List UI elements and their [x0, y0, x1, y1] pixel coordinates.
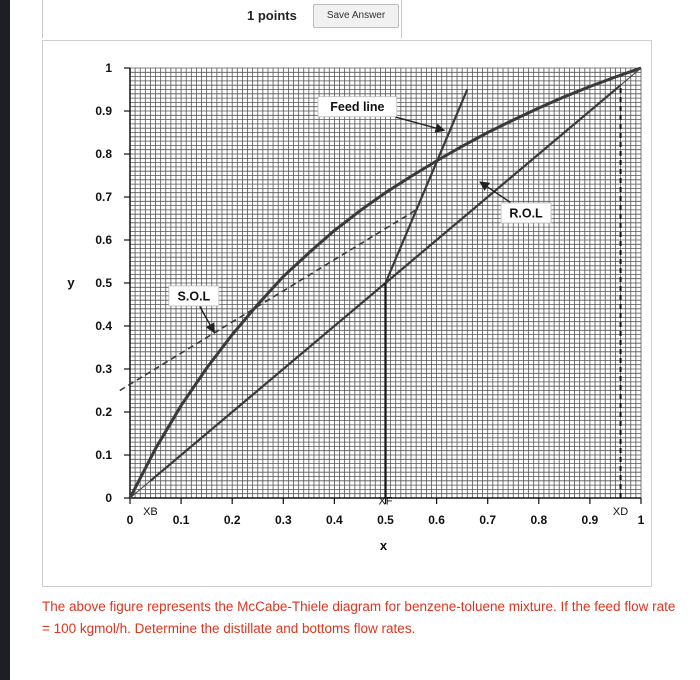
y-tick-label: 0.9 [95, 104, 112, 118]
annotation-label: R.O.L [509, 206, 543, 221]
divider [42, 0, 43, 38]
x-axis-label: x [379, 538, 388, 553]
mccabe-thiele-chart [43, 41, 651, 586]
x-tick-label: 0.9 [581, 513, 599, 527]
figure-container [42, 40, 652, 587]
x-tick-label: 0.2 [223, 513, 241, 527]
y-tick-label: 0.5 [95, 276, 112, 290]
points-label: 1 points [247, 8, 297, 23]
annotation-label: XD [612, 505, 629, 518]
y-axis-label: y [67, 275, 75, 290]
x-tick-label: 0 [126, 513, 134, 527]
save-answer-button[interactable]: Save Answer [313, 4, 399, 28]
y-tick-label: 0 [105, 491, 112, 505]
annotation-label: XF [378, 495, 393, 508]
y-tick-label: 0.4 [95, 319, 112, 333]
question-text: The above figure represents the McCabe-Thiele diagram for benzene-toluene mixture. If the feed flow rate = 100 kgmol/h. Determine the distillate and bottoms flow rates. [42, 599, 676, 636]
x-tick-label: 0.6 [428, 513, 445, 527]
x-tick-label: 0.4 [326, 513, 343, 527]
annotation-label: S.O.L [177, 289, 211, 304]
x-tick-label: 0.7 [479, 513, 497, 527]
y-tick-label: 0.7 [95, 190, 112, 204]
x-tick-label: 0.3 [274, 513, 292, 527]
y-tick-label: 0.8 [95, 147, 112, 161]
x-tick-label: 0.8 [530, 513, 548, 527]
x-tick-label: 0.1 [172, 513, 190, 527]
x-tick-label: 0.5 [377, 513, 394, 527]
annotation-label: XB [143, 505, 158, 518]
window-edge [0, 0, 10, 680]
x-tick-label: 1 [637, 513, 645, 527]
y-tick-label: 0.6 [95, 233, 112, 247]
y-tick-label: 1 [105, 61, 112, 75]
y-tick-label: 0.3 [95, 362, 112, 376]
y-tick-label: 0.2 [95, 405, 112, 419]
y-tick-label: 0.1 [95, 448, 112, 462]
divider [401, 0, 402, 38]
annotation-label: Feed line [330, 100, 385, 115]
